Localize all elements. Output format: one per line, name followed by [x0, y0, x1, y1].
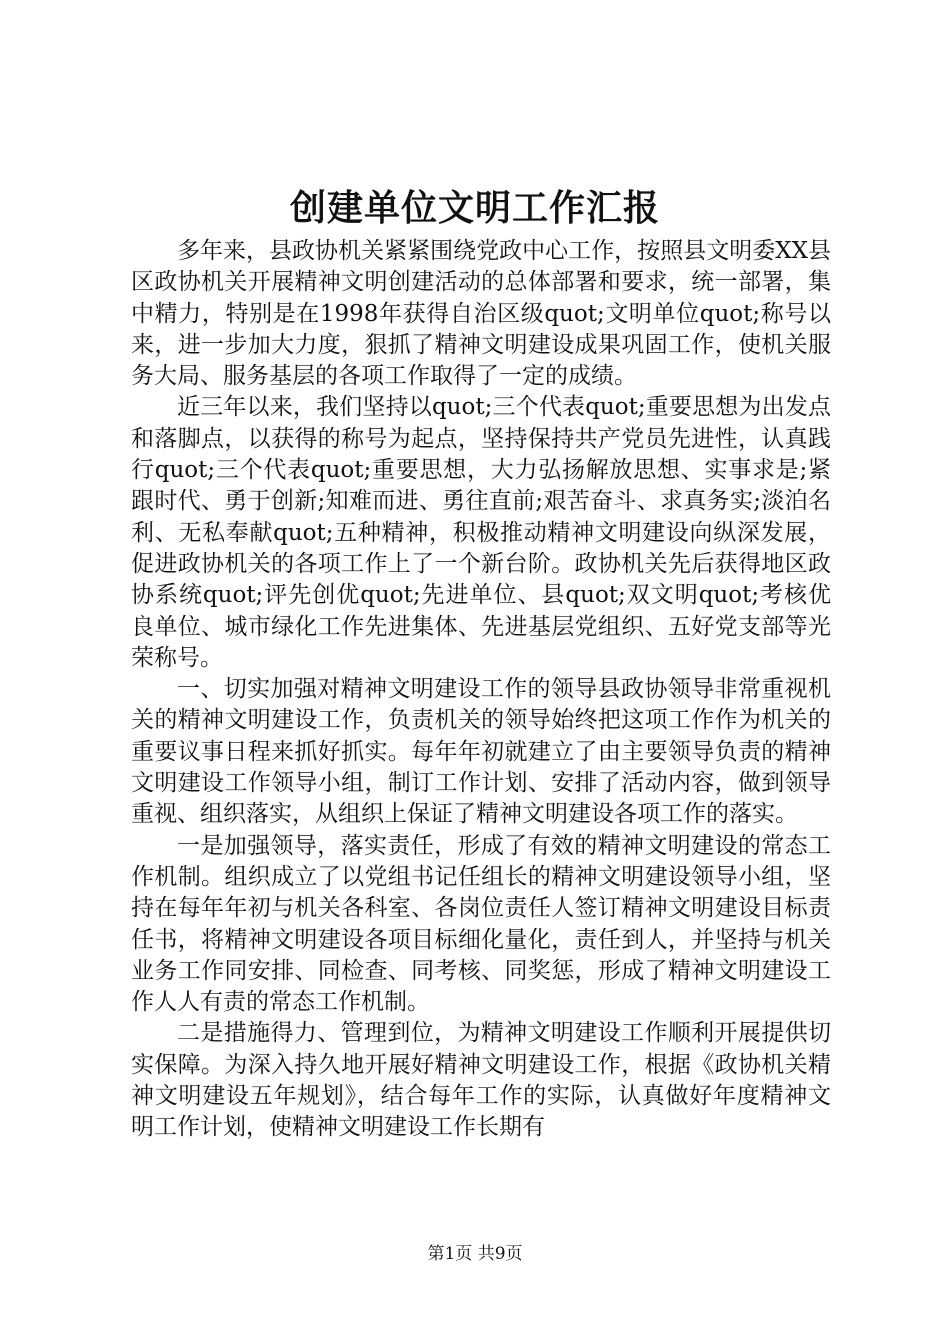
paragraph-section-1: 一、切实加强对精神文明建设工作的领导县政协领导非常重视机关的精神文明建设工作，负责机关的领导始终把这项工作作为机关的重要议事日程来抓好抓实。每年年初就建立了由主要领导负责的精神文明建设工作领导小组，制订工作计划、安排了活动内容，做到领导重视、组织落实，从组织上保证了精神文明建设各项工作的落实。 [131, 676, 831, 828]
document-body [131, 236, 831, 1144]
document-title: 创建单位文明工作汇报 [289, 187, 660, 229]
paragraph-achievements: 近三年以来，我们坚持以quot;三个代表quot;重要思想为出发点和落脚点，以获得的称号为起点，坚持保持共产党员先进性，认真践行quot;三个代表quot;重要思想，大力弘扬解放思想、实事求是;紧跟时代、勇于创新;知难而进、勇往直前;艰苦奋斗、求真务实;淡泊名利、无私奉献quot;五种精神，积极推动精神文明建设向纵深发展，促进政协机关的各项工作上了一个新台阶。政协机关先后获得地区政协系统quot;评先创优quot;先进单位、县quot;双文明quot;考核优良单位、城市绿化工作先进集体、先进基层党组织、五好党支部等光荣称号。 [131, 394, 831, 671]
paragraph-point-1: 一是加强领导，落实责任，形成了有效的精神文明建设的常态工作机制。组织成立了以党组书记任组长的精神文明建设领导小组，坚持在每年年初与机关各科室、各岗位责任人签订精神文明建设目标责任书，将精神文明建设各项目标细化量化，责任到人，并坚持与机关业务工作同安排、同检查、同考核、同奖惩，形成了精神文明建设工作人人有责的常态工作机制。 [131, 832, 831, 1016]
page-number-footer: 第1页 共9页 [427, 1244, 523, 1264]
paragraph-intro: 多年来，县政协机关紧紧围绕党政中心工作，按照县文明委XX县区政协机关开展精神文明创建活动的总体部署和要求，统一部署，集中精力，特别是在1998年获得自治区级quot;文明单位quot;称号以来，进一步加大力度，狠抓了精神文明建设成果巩固工作，使机关服务大局、服务基层的各项工作取得了一定的成绩。 [131, 238, 831, 390]
paragraph-point-2: 二是措施得力、管理到位，为精神文明建设工作顺利开展提供切实保障。为深入持久地开展好精神文明建设工作，根据《政协机关精神文明建设五年规划》，结合每年工作的实际，认真做好年度精神文明工作计划，使精神文明建设工作长期有 [131, 1020, 831, 1141]
